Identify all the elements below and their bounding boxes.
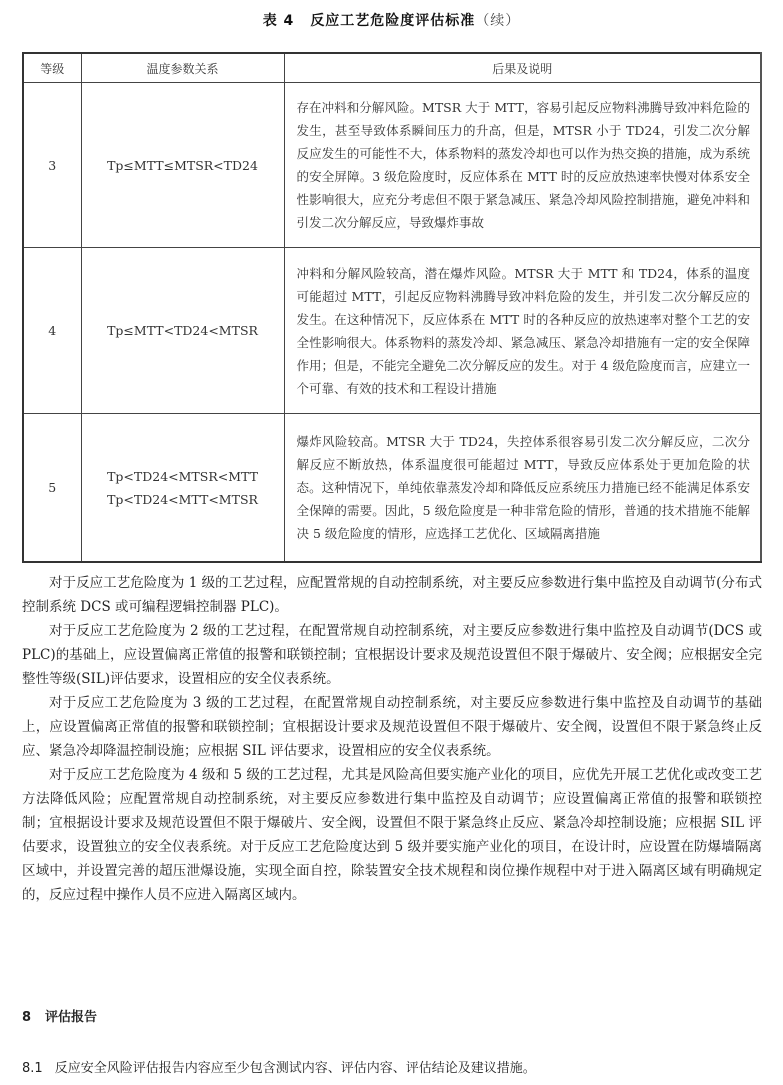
description-cell: 存在冲料和分解风险。MTSR 大于 MTT，容易引起反应物料沸腾导致冲料危险的发生，甚至导致体系瞬间压力的升高，但是，MTSR 小于 TD24，引发二次分解反应发生的可能性不大，体系物料的蒸发冷却也可以作为热交换的措施，成为系统的安全屏障。3 级危险度时，反应体系在 MTT 时的反应放热速率快慢对体系安全性影响很大，应充分考虑但不限于紧急减压、紧急冷却风险控制措施，避免冲料和引发二次分解反应，导致爆炸事故 [284, 83, 761, 248]
section-heading-8 [22, 1006, 97, 1025]
table-continued-label: （续） [475, 13, 521, 29]
table-title: 反应工艺危险度评估标准 [310, 13, 476, 29]
paragraph-level-3: 对于反应工艺危险度为 3 级的工艺过程，在配置常规自动控制系统，对主要反应参数进行集中监控及自动调节的基础上，应设置偏离正常值的报警和联锁控制；宜根据设计要求及规范设置但不限于爆破片、安全阀，设置但不限于紧急终止反应、紧急冷却降温控制设施；应根据 SIL 评估要求，设置相应的安全仪表系统。 [22, 695, 762, 759]
header-temperature-relation: 温度参数关系 [81, 53, 284, 83]
paragraph-level-2: 对于反应工艺危险度为 2 级的工艺过程，在配置常规自动控制系统，对主要反应参数进行集中监控及自动调节(DCS 或 PLC)的基础上，应设置偏离正常值的报警和联锁控制；宜根据设计要求及规范设置但不限于爆破片、安全阀；应根据安全完整性等级(SIL)评估要求，设置相应的安全仪表系统。 [22, 623, 762, 687]
table-header-row [23, 53, 761, 83]
clause-number: 8.1 [22, 1061, 43, 1076]
clause-8-1 [22, 1057, 536, 1076]
table-caption [0, 10, 783, 30]
table-row [23, 414, 761, 563]
relation-line: Tp≤MTT<TD24<MTSR [107, 323, 258, 338]
clause-text: 反应安全风险评估报告内容应至少包含测试内容、评估内容、评估结论及建议措施。 [54, 1061, 536, 1076]
paragraph-level-1: 对于反应工艺危险度为 1 级的工艺过程，应配置常规的自动控制系统，对主要反应参数进行集中监控及自动调节(分布式控制系统 DCS 或可编程逻辑控制器 PLC)。 [22, 575, 762, 615]
description-cell: 爆炸风险较高。MTSR 大于 TD24，失控体系很容易引发二次分解反应，二次分解反应不断放热，体系温度很可能超过 MTT，导致反应体系处于更加危险的状态。这种情况下，单纯依靠蒸发冷却和降低反应系统压力措施已经不能满足体系安全保障的需要。因此，5 级危险度是一种非常危险的情形，普通的技术措施不能解决 5 级危险度的情形，应选择工艺优化、区域隔离措施 [284, 414, 761, 563]
header-level: 等级 [23, 53, 81, 83]
section-title: 评估报告 [45, 1010, 98, 1025]
table-row [23, 83, 761, 248]
paragraph-level-4-5: 对于反应工艺危险度为 4 级和 5 级的工艺过程，尤其是风险高但要实施产业化的项目，应优先开展工艺优化或改变工艺方法降低风险；应配置常规自动控制系统，对主要反应参数进行集中监控及自动调节；应设置偏离正常值的报警和联锁控制；宜根据设计要求及规范设置但不限于爆破片、安全阀，设置但不限于紧急终止反应、紧急冷却控制设施；应根据 SIL 评估要求，设置独立的安全仪表系统。对于反应工艺危险度达到 5 级并要实施产业化的项目，在设计时，应设置在防爆墙隔离区域中，并设置完善的超压泄爆设施，实现全面自控，除装置安全技术规程和岗位操作规程中对于进入隔离区域有明确规定的，反应过程中操作人员不应进入隔离区域内。 [22, 767, 762, 903]
body-paragraphs [22, 571, 762, 907]
relation-line: Tp≤MTT≤MTSR<TD24 [107, 157, 258, 173]
temperature-relation-cell [81, 248, 284, 414]
level-cell: 5 [23, 414, 81, 563]
level-cell: 4 [23, 248, 81, 414]
level-cell: 3 [23, 83, 81, 248]
description-cell: 冲料和分解风险较高，潜在爆炸风险。MTSR 大于 MTT 和 TD24，体系的温度可能超过 MTT，引起反应物料沸腾导致冲料危险的发生，并引发二次分解反应的发生。在这种情况下，反应体系在 MTT 时的各种反应的放热速率对整个工艺的安全性影响很大。体系物料的蒸发冷却、紧急减压、紧急冷却措施有一定的安全保障作用；但是，不能完全避免二次分解反应的发生。对于 4 级危险度而言，应建立一个可靠、有效的技术和工程设计措施 [284, 248, 761, 414]
risk-criteria-table [22, 52, 762, 563]
table-number: 表 4 [262, 13, 295, 29]
temperature-relation-cell [81, 83, 284, 248]
relation-line: Tp<TD24<MTSR<MTT [107, 468, 258, 484]
section-number: 8 [22, 1010, 32, 1025]
table-row [23, 248, 761, 414]
temperature-relation-cell [81, 414, 284, 563]
relation-line: Tp<TD24<MTT<MTSR [107, 491, 258, 507]
header-consequence: 后果及说明 [284, 53, 761, 83]
